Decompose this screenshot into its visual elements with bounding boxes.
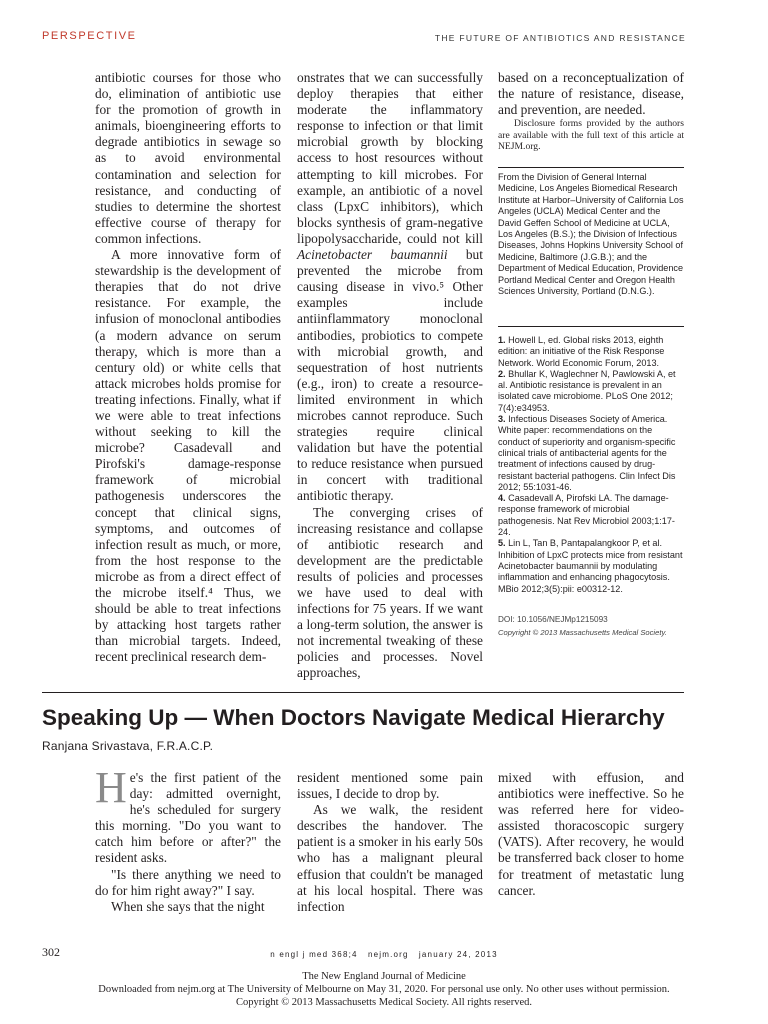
paragraph: As we walk, the resident describes the handover. The patient is a smoker in his early 50s who has a malignant pleural effusion that couldn't be managed at his local hospital. There was infection (297, 802, 483, 914)
paragraph: antibiotic courses for those who do, elimination of antibiotic use for the promotion of growth in animals, bioengineering efforts to degrade antibiotics in sewage so as to avoid environmental contamination and selection for resistance, and conducting of studies to determine the shortest effective course of therapy for common infections. (95, 70, 281, 246)
divider (498, 167, 684, 168)
copyright-notice: Copyright © 2013 Massachusetts Medical Society. All rights reserved. (236, 997, 532, 1008)
article1-column-1 (95, 70, 281, 665)
article2-column-2 (297, 770, 483, 915)
reference-text: Howell L, ed. Global risks 2013, eighth edition: an initiative of the Risk Response Network. World Economic Forum, 2013. (498, 335, 665, 368)
paragraph (297, 70, 483, 505)
reference-number: 4. (498, 493, 506, 504)
paragraph: A more innovative form of stewardship is the development of therapies that do not drive resistance. For example, the infusion of monoclonal antibodies (a modern advance on serum therapy, which is more than a century old) or white cells that attack microbes holds promise for treating infections. Finally, what if we were able to treat infections without seeking to kill the microbe? Casadevall and Pirofski's damage-response framework of microbial pathogenesis underscores the concept that clinical signs, symptoms, and outcomes of infection result as much, or more, from the host response to the microbe as from a direct effect of the microbe itself.⁴ Thus, we should be able to treat infections by attacking host targets rather than microbial targets. Indeed, recent preclinical research dem- (95, 247, 281, 665)
reference-item (498, 493, 684, 538)
reference-text: Bhullar K, Waglechner N, Pawlowski A, et al. Antibiotic resistance is prevalent in an isolated cave microbiome. PLoS One 2012; 7(4):e34953. (498, 368, 676, 413)
text-run: onstrates that we can successfully deploy therapies that either moderate the inflammatory response to infection or that limit microbial growth by blocking access to host resources without attempting to kill microbes. For example, an antibiotic of a novel class (LpxC inhibitors), which blocks synthesis of gram-negative lipopolysaccharide, could not kill (297, 70, 483, 246)
article1-column-2 (297, 70, 483, 682)
paragraph: resident mentioned some pain issues, I decide to drop by. (297, 770, 483, 802)
reference-item (498, 538, 684, 594)
reference-text: Casadevall A, Pirofski LA. The damage-response framework of microbial pathogenesis. Nat Rev Microbiol 2003;1:17-24. (498, 493, 675, 538)
download-note: Downloaded from nejm.org at The University of Melbourne on May 31, 2020. For personal use only. No other uses without permission. (98, 984, 670, 995)
article2-column-1 (95, 763, 281, 915)
reference-item (498, 335, 684, 369)
reference-item (498, 369, 684, 414)
paragraph: When she says that the night (111, 898, 265, 914)
reference-number: 3. (498, 414, 506, 425)
reference-text: Lin L, Tan B, Pantapalangkoor P, et al. Inhibition of LpxC protects mice from resistant Acinetobacter baumannii by modulating inflammation and enhancing phagocytosis. MBio 2012;3(5):pii: e00312-12. (498, 538, 683, 594)
article-separator (42, 692, 684, 693)
running-title: THE FUTURE OF ANTIBIOTICS AND RESISTANCE (434, 33, 686, 43)
references-list (498, 335, 684, 595)
article1-column-3 (498, 70, 684, 153)
organism-name: Acinetobacter baumannii (297, 247, 448, 263)
page-number: 302 (42, 945, 60, 959)
article-title: Speaking Up — When Doctors Navigate Medical Hierarchy (42, 705, 665, 730)
doi-block (498, 613, 684, 639)
text-run: e's the first patient of the day: admitted overnight, he's scheduled for surgery this morning. "Do you want to catch him before or after?" the resident asks. (95, 770, 281, 866)
reference-number: 5. (498, 538, 506, 549)
text-run: but prevented the microbe from causing disease in vivo.⁵ Other examples include antiinflammatory monoclonal antibodies, probiotics to compete with microbial growth, and sequestration of host nutrients (e.g., iron) to create a resource-limited environment in which microbes cannot reproduce. Such strategies require clinical validation but have the potential to reduce resistance when pursued in concert with traditional antibiotic therapy. (297, 247, 483, 504)
paragraph: The converging crises of increasing resistance and collapse of antibiotic research and development are the predictable results of policies and processes we have used to deal with infections for 75 years. If we want a long-term solution, the answer is not incremental tweaking of these policies and processes. Novel approaches, (297, 504, 483, 681)
article-copyright: Copyright © 2013 Massachusetts Medical Society. (498, 628, 667, 637)
reference-text: Infectious Diseases Society of America. White paper: recommendations on the conduct of superiority and organism-specific clinical trials of antibacterial agents for the treatment of infections caused by drug-resistant bacterial pathogens. Clin Infect Dis 2012; 55:1031-46. (498, 414, 676, 492)
paragraph: based on a reconceptualization of the nature of resistance, disease, and prevention, are needed. (498, 70, 684, 118)
section-label: PERSPECTIVE (42, 30, 137, 42)
journal-citation: n engl j med 368;4 nejm.org january 24, 2013 (270, 950, 498, 959)
reference-item (498, 414, 684, 493)
paragraph: mixed with effusion, and antibiotics were ineffective. So he was referred here for video-assisted thoracoscopic surgery (VATS). After recovery, he would be transferred back closer to home for treatment of metastatic lung cancer. (498, 770, 684, 898)
reference-number: 1. (498, 335, 506, 345)
article2-column-3 (498, 770, 684, 899)
disclosure-note: Disclosure forms provided by the authors are available with the full text of this article at NEJM.org. (498, 118, 684, 153)
divider (498, 326, 684, 327)
author-affiliations: From the Division of General Internal Medicine, Los Angeles Biomedical Research Institute at Harbor–University of California Los Angeles (UCLA) Medical Center and the David Geffen School of Medicine at UCLA, Los Angeles (B.S.); the Division of Infectious Diseases, Johns Hopkins University School of Medicine, Baltimore (J.G.B.); and the Department of Medical Education, Providence Portland Medical Center and Oregon Health Sciences University, Portland (D.N.G.). (498, 172, 684, 297)
paragraph (95, 763, 281, 867)
reference-number: 2. (498, 368, 506, 379)
doi: DOI: 10.1056/NEJMp1215093 (498, 615, 608, 624)
drop-cap: H (95, 763, 127, 812)
journal-name: The New England Journal of Medicine (302, 971, 466, 982)
article-author: Ranjana Srivastava, F.R.A.C.P. (42, 739, 214, 753)
paragraph: "Is there anything we need to do for him right away?" I say. (95, 866, 281, 898)
